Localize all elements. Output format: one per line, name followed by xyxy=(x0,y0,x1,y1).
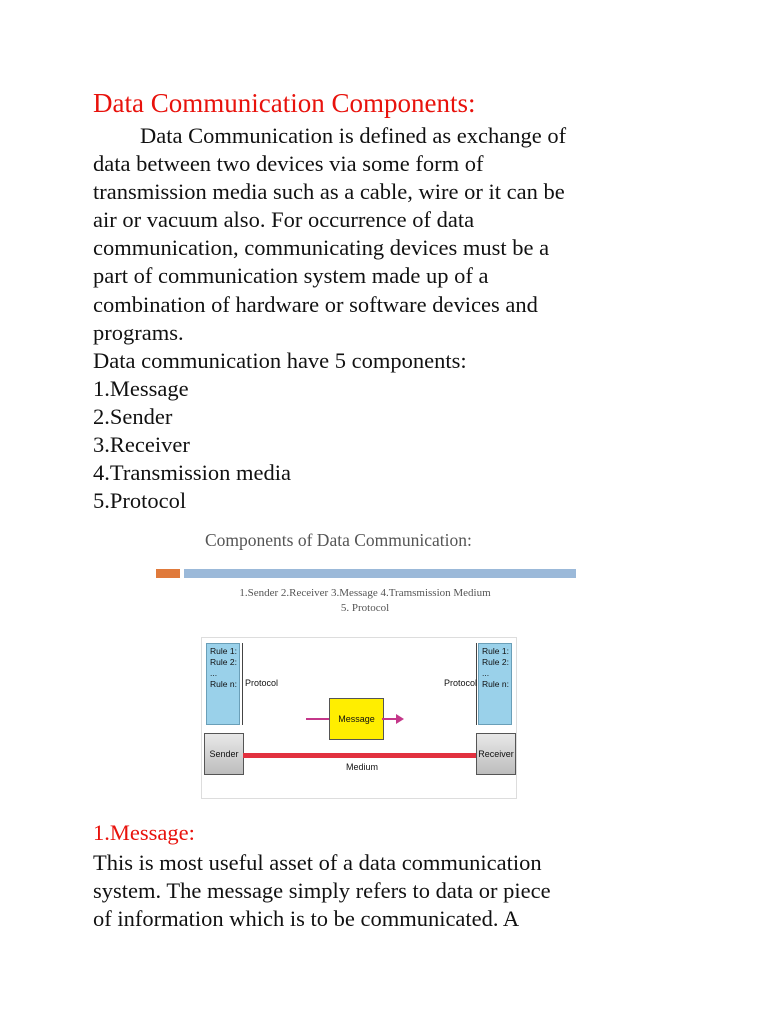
sender-rules-box xyxy=(206,643,240,725)
message-arrow-in xyxy=(306,718,329,720)
components-intro: Data communication have 5 components: xyxy=(93,347,467,373)
figure-subtitle: 5. Protocol xyxy=(340,602,390,614)
intro-line: part of communication system made up of a xyxy=(93,263,489,289)
section-line: This is most useful asset of a data communication xyxy=(93,850,542,875)
intro-line: programs. xyxy=(93,319,184,345)
rule-label: Rule 2: xyxy=(210,657,237,667)
component-item: 2.Sender xyxy=(93,403,173,429)
receiver-device: Receiver xyxy=(476,733,516,775)
section-line: system. The message simply refers to data or piece xyxy=(93,878,551,904)
intro-line: communication, communicating devices must be a xyxy=(93,235,550,261)
figure-title: Components of Data Communication: xyxy=(205,530,472,550)
sender-device: Sender xyxy=(204,733,244,775)
arrow-head-icon xyxy=(396,714,404,724)
component-item: 5.Protocol xyxy=(93,488,187,514)
message-arrow-out xyxy=(382,718,396,720)
rule-label: Rule 2: xyxy=(482,657,509,667)
communication-diagram xyxy=(201,637,517,799)
page-title: Data Communication Components: xyxy=(93,88,476,118)
section-heading: 1.Message: xyxy=(93,820,195,845)
medium-line xyxy=(243,753,477,758)
protocol-divider xyxy=(242,643,243,725)
figure-divider-bar xyxy=(184,569,576,578)
intro-line: transmission media such as a cable, wire or it can be xyxy=(93,179,565,205)
message-box: Message xyxy=(329,698,384,740)
medium-label: Medium xyxy=(346,762,379,772)
section-paragraph xyxy=(93,849,653,933)
rule-label: Rule n: xyxy=(482,679,509,689)
figure-subtitle: 1.Sender 2.Receiver 3.Message 4.Tramsmission Medium xyxy=(239,587,491,599)
component-item: 1.Message xyxy=(93,375,189,401)
rule-label: Rule 1: xyxy=(482,646,509,656)
components-figure xyxy=(150,520,590,805)
intro-paragraph xyxy=(93,122,653,515)
rule-label: ... xyxy=(210,668,218,678)
intro-line: Data Communication is defined as exchange of xyxy=(140,123,567,148)
component-item: 4.Transmission media xyxy=(93,460,291,486)
rule-label: Rule 1: xyxy=(210,646,237,656)
protocol-label-right: Protocol xyxy=(444,678,478,688)
section-line: of information which is to be communicated. A xyxy=(93,906,520,932)
intro-line: air or vacuum also. For occurrence of data xyxy=(93,207,475,233)
intro-line: data between two devices via some form of xyxy=(93,151,484,177)
rule-label: ... xyxy=(482,668,490,678)
rule-label: Rule n: xyxy=(210,679,237,689)
figure-accent-bar xyxy=(156,569,180,578)
receiver-rules-box xyxy=(478,643,512,725)
protocol-label-left: Protocol xyxy=(245,678,279,688)
component-item: 3.Receiver xyxy=(93,432,190,458)
intro-line: combination of hardware or software devices and xyxy=(93,291,538,317)
